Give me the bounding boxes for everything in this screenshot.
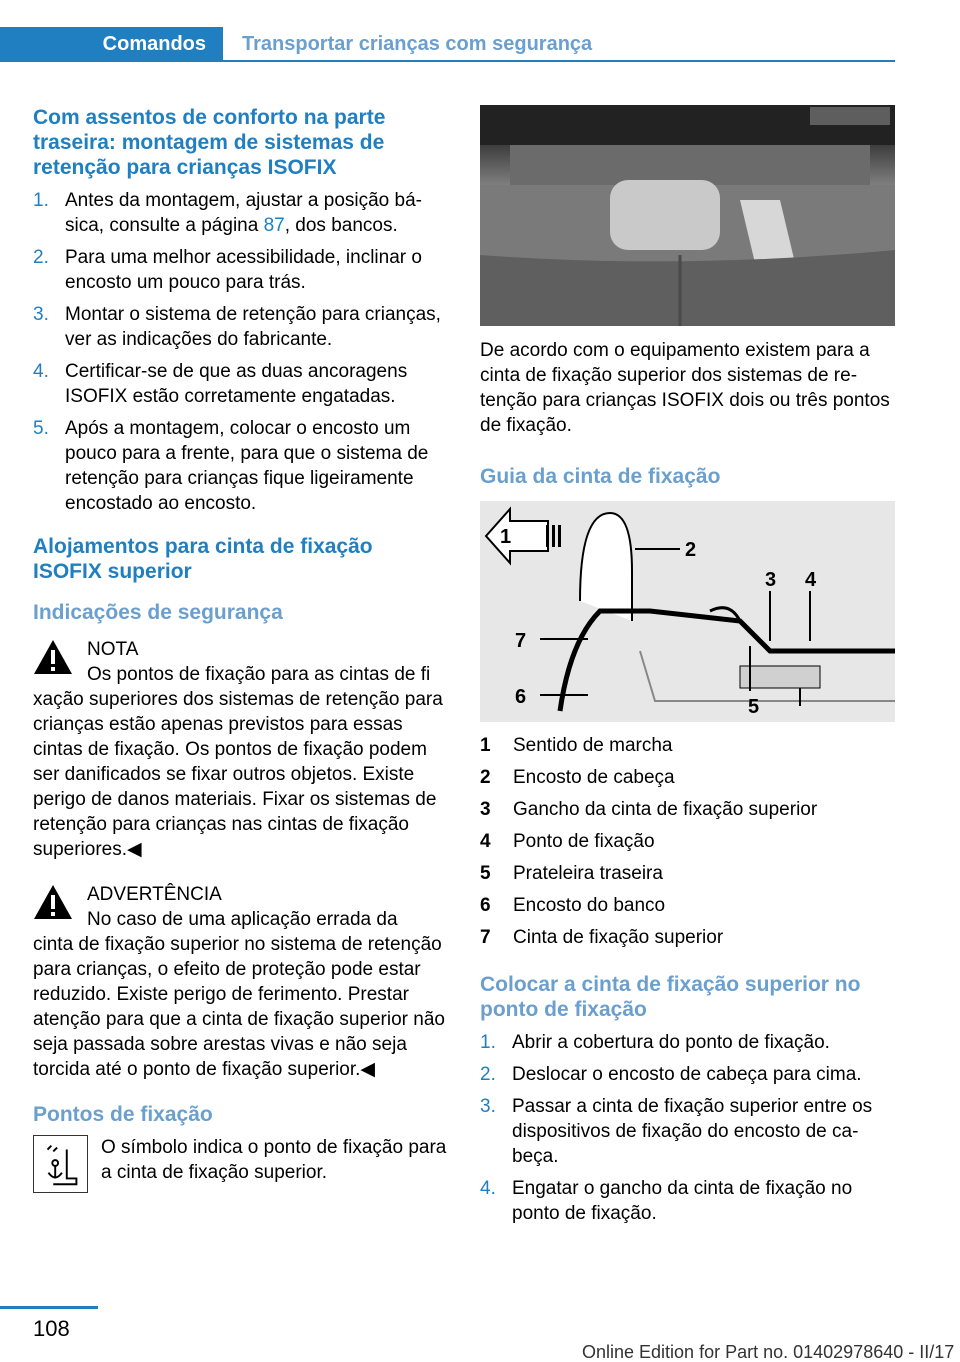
diagram-label-2: 2 [685, 539, 697, 561]
step-text: Montar o sistema de retenção para crianças, ver as indicações do fabricante. [65, 304, 441, 350]
warning-text-first: No caso de uma aplicação errada da [87, 909, 398, 930]
diagram-legend [480, 730, 895, 954]
legend-number: 1 [480, 735, 491, 756]
heading-isofix-montage: Com assentos de conforto na parte traseira: montagem de sistemas de retenção para crianças ISOFIX [33, 106, 386, 179]
step-text: Para uma melhor acessibilidade, inclinar o encosto um pouco para trás. [65, 247, 422, 293]
legend-row [480, 922, 895, 954]
legend-text: Cinta de fixação superior [513, 927, 724, 948]
legend-row [480, 890, 895, 922]
step-number: 5. [33, 418, 49, 439]
legend-text: Ponto de fixação [513, 831, 655, 852]
list-item [480, 1062, 895, 1087]
tab-section-title[interactable]: Transportar crianças com segurança [242, 33, 593, 55]
legend-text: Encosto do banco [513, 895, 666, 916]
heading-alojamentos: Alojamentos para cinta de fixação ISOFIX superior [33, 535, 373, 583]
page-link[interactable]: 87 [263, 215, 285, 236]
list-item [33, 188, 447, 238]
heading-colocar-cinta: Colocar a cinta de fixação superior no ponto de fixação [480, 973, 861, 1021]
legend-text: Sentido de marcha [513, 735, 673, 756]
step-number: 1. [33, 190, 49, 211]
note-text: xação superiores dos sistemas de retenção para crianças estão apenas previstos para essas cintas de fixação. Os pontos de fixação podem ser danificados se fixar outros objetos. Existe perigo de danos materiais. Fixar os sistemas de retenção para crianças nas cintas de fixação superiores.◀ [33, 689, 443, 860]
legend-text: Gancho da cinta de fixação superior [513, 799, 818, 820]
note-title: NOTA [87, 639, 139, 660]
diagram-label-3: 3 [765, 569, 777, 591]
tab-comandos[interactable]: Comandos [0, 27, 223, 62]
warning-title: ADVERTÊNCIA [87, 884, 222, 905]
step-number: 2. [33, 247, 49, 268]
child-seat-anchor-icon [33, 1135, 88, 1193]
step-number: 2. [480, 1064, 496, 1085]
page-number: 108 [33, 1316, 70, 1341]
anchor-symbol-text: O símbolo indica o ponto de fixação para a cinta de fixação superior. [101, 1137, 447, 1183]
step-number: 4. [33, 361, 49, 382]
warning-block [33, 882, 447, 1082]
legend-row [480, 858, 895, 890]
left-steps-list [33, 188, 447, 516]
diagram-label-1: 1 [500, 526, 512, 548]
step-text: Passar a cinta de fixação superior entre os dispositivos de fixação do encosto de cabeça. [512, 1096, 873, 1167]
list-item [33, 302, 447, 352]
right-steps-list [480, 1030, 895, 1226]
heading-pontos-fixacao: Pontos de fixação [33, 1103, 213, 1126]
diagram-label-6: 6 [515, 686, 527, 708]
left-column [33, 105, 447, 1193]
step-text-end: , dos bancos. [284, 215, 398, 236]
step-text: Deslocar o encosto de cabeça para cima. [512, 1064, 862, 1085]
legend-text: Encosto de cabeça [513, 767, 675, 788]
legend-row [480, 826, 895, 858]
list-item [480, 1030, 895, 1055]
rear-shelf-photo-drawing [480, 105, 895, 326]
headrest-diagram [480, 501, 895, 722]
photo-caption: De acordo com o equipamento existem para a cinta de fixação superior dos sistemas de retenção para crianças ISOFIX dois ou três pontos de fixação. [480, 340, 890, 436]
step-text: Após a montagem, colocar o encosto um pouco para a frente, para que o sistema de retenção para crianças fique ligeiramente encostado ao encosto. [65, 418, 429, 514]
warning-triangle-icon [33, 884, 73, 920]
right-column [480, 105, 895, 1226]
list-item [33, 245, 447, 295]
legend-number: 4 [480, 831, 491, 852]
legend-number: 7 [480, 927, 491, 948]
legend-row [480, 794, 895, 826]
warning-text: cinta de fixação superior no sistema de retenção para crianças, o efeito de proteção pode estar reduzido. Existe perigo de ferimento. Prestar atenção para que a cinta de fixação superior não seja passada sobre arestas vivas e não seja torcida até o ponto de fixação superior.◀ [33, 934, 445, 1080]
list-item [480, 1176, 895, 1226]
note-text-first: Os pontos de fixação para as cintas de fi [87, 664, 431, 685]
warning-triangle-icon [33, 639, 73, 675]
footer-rule [0, 1306, 98, 1309]
step-number: 3. [480, 1096, 496, 1117]
list-item [480, 1094, 895, 1169]
headrest-diagram-drawing [480, 501, 895, 722]
diagram-label-7: 7 [515, 630, 527, 652]
edition-text: Online Edition for Part no. 01402978640 - II/17 [582, 1342, 955, 1362]
step-number: 4. [480, 1178, 496, 1199]
step-number: 3. [33, 304, 49, 325]
step-text: Certificar-se de que as duas ancoragens ISOFIX estão corretamente engatadas. [65, 361, 408, 407]
step-text: Engatar o gancho da cinta de fixação no ponto de fixação. [512, 1178, 853, 1224]
legend-text: Prateleira traseira [513, 863, 663, 884]
legend-number: 5 [480, 863, 491, 884]
step-number: 1. [480, 1032, 496, 1053]
anchor-symbol-block [33, 1135, 447, 1193]
heading-indicacoes: Indicações de segurança [33, 601, 283, 624]
legend-number: 2 [480, 767, 491, 788]
heading-guia: Guia da cinta de fixação [480, 465, 721, 488]
rear-shelf-photo [480, 105, 895, 326]
note-block [33, 637, 447, 862]
list-item [33, 359, 447, 409]
diagram-label-4: 4 [805, 569, 817, 591]
legend-number: 3 [480, 799, 491, 820]
legend-number: 6 [480, 895, 491, 916]
step-text: Abrir a cobertura do ponto de fixação. [512, 1032, 830, 1053]
legend-row [480, 730, 895, 762]
step-text: Antes da montagem, ajustar a posição básica, consulte a página [65, 190, 422, 236]
list-item [33, 416, 447, 516]
diagram-label-5: 5 [748, 696, 760, 718]
legend-row [480, 762, 895, 794]
